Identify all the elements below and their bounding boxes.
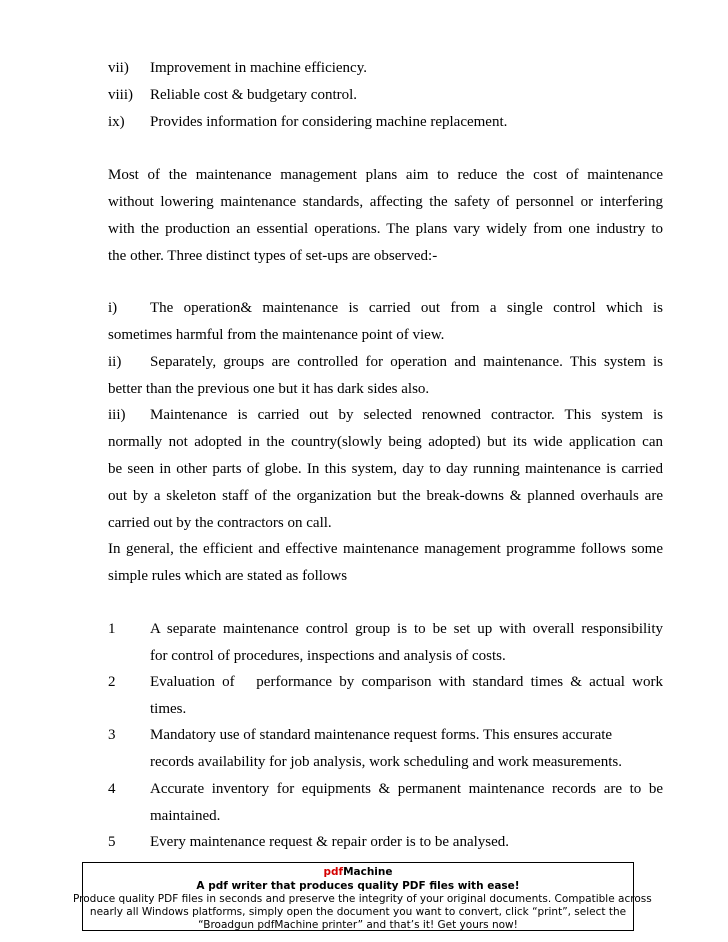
paragraph-line: better than the previous one but it has dark sides also.: [108, 381, 430, 397]
paragraph-line: sometimes harmful from the maintenance point of view.: [108, 327, 445, 343]
rule-number: 1: [108, 621, 116, 637]
rule-item: [108, 673, 663, 691]
list-number: vii): [108, 60, 129, 76]
list-text: Improvement in machine efficiency.: [150, 60, 367, 76]
rule-text: for control of procedures, inspections and analysis of costs.: [150, 648, 506, 664]
list-item: [108, 86, 663, 104]
rule-number: 3: [108, 727, 116, 743]
list-text: Provides information for considering machine replacement.: [150, 114, 508, 130]
pdfmachine-brand: [83, 866, 633, 879]
list-text: Separately, groups are controlled for operation and maintenance. This system is: [150, 354, 663, 370]
paragraph-line: simple rules which are stated as follows: [108, 568, 348, 584]
rule-number: 2: [108, 674, 116, 690]
paragraph-line: without lowering maintenance standards, affecting the safety of personnel or interfering: [108, 194, 663, 210]
list-number: viii): [108, 87, 133, 103]
footer-description-line: “Broadgun pdfMachine printer” and that’s it! Get yours now!: [198, 919, 518, 931]
paragraph-line: be seen in other parts of globe. In this system, day to day running maintenance is carried: [108, 461, 663, 477]
list-text: The operation& maintenance is carried out from a single control which is: [150, 300, 663, 316]
list-number: i): [108, 300, 118, 316]
paragraph-line: normally not adopted in the country(slowly being adopted) but its wide application can: [108, 434, 663, 450]
rule-text: Accurate inventory for equipments & permanent maintenance records are to be: [150, 781, 663, 797]
rule-text: maintained.: [150, 808, 221, 824]
rule-number: 5: [108, 834, 116, 850]
paragraph-line: out by a skeleton staff of the organization but the break-downs & planned overhauls are: [108, 488, 663, 504]
paragraph-line: with the production an essential operations. The plans vary widely from one industry to: [108, 221, 663, 237]
rule-text: records availability for job analysis, work scheduling and work measurements.: [150, 754, 622, 770]
list-number: ii): [108, 354, 122, 370]
setup-item: [108, 353, 663, 371]
rule-item: [108, 726, 663, 744]
footer-description-line: Produce quality PDF files in seconds and preserve the integrity of your original documents. Compatible across: [73, 893, 652, 905]
rule-text: Evaluation of performance by comparison with standard times & actual work: [150, 674, 663, 690]
rule-text: times.: [150, 701, 187, 717]
rule-text: A separate maintenance control group is to be set up with overall responsibility: [150, 621, 663, 637]
list-item: [108, 113, 663, 131]
list-number: ix): [108, 114, 125, 130]
setup-item: [108, 406, 663, 424]
pdfmachine-footer-box: [73, 862, 652, 931]
rule-item: [108, 620, 663, 638]
brand-machine: Machine: [343, 866, 393, 878]
paragraph-line: In general, the efficient and effective maintenance management programme follows some: [108, 541, 663, 557]
rule-text: Every maintenance request & repair order is to be analysed.: [150, 834, 510, 850]
footer-tagline: A pdf writer that produces quality PDF files with ease!: [196, 880, 520, 892]
rule-text: Mandatory use of standard maintenance request forms. This ensures accurate: [150, 727, 613, 743]
paragraph-line: Most of the maintenance management plans aim to reduce the cost of maintenance: [108, 167, 663, 183]
rule-number: 4: [108, 781, 116, 797]
list-item: [108, 59, 663, 77]
setup-item: [108, 299, 663, 317]
list-text: Maintenance is carried out by selected renowned contractor. This system is: [150, 407, 663, 423]
rule-item: [108, 833, 663, 851]
rule-item: [108, 780, 663, 798]
paragraph-line: carried out by the contractors on call.: [108, 515, 332, 531]
list-number: iii): [108, 407, 126, 423]
brand-pdf: pdf: [323, 866, 344, 878]
paragraph-line: the other. Three distinct types of set-ups are observed:-: [108, 248, 438, 264]
footer-description-line: nearly all Windows platforms, simply open the document you want to convert, click “print”, select the: [89, 906, 627, 918]
list-text: Reliable cost & budgetary control.: [150, 87, 358, 103]
